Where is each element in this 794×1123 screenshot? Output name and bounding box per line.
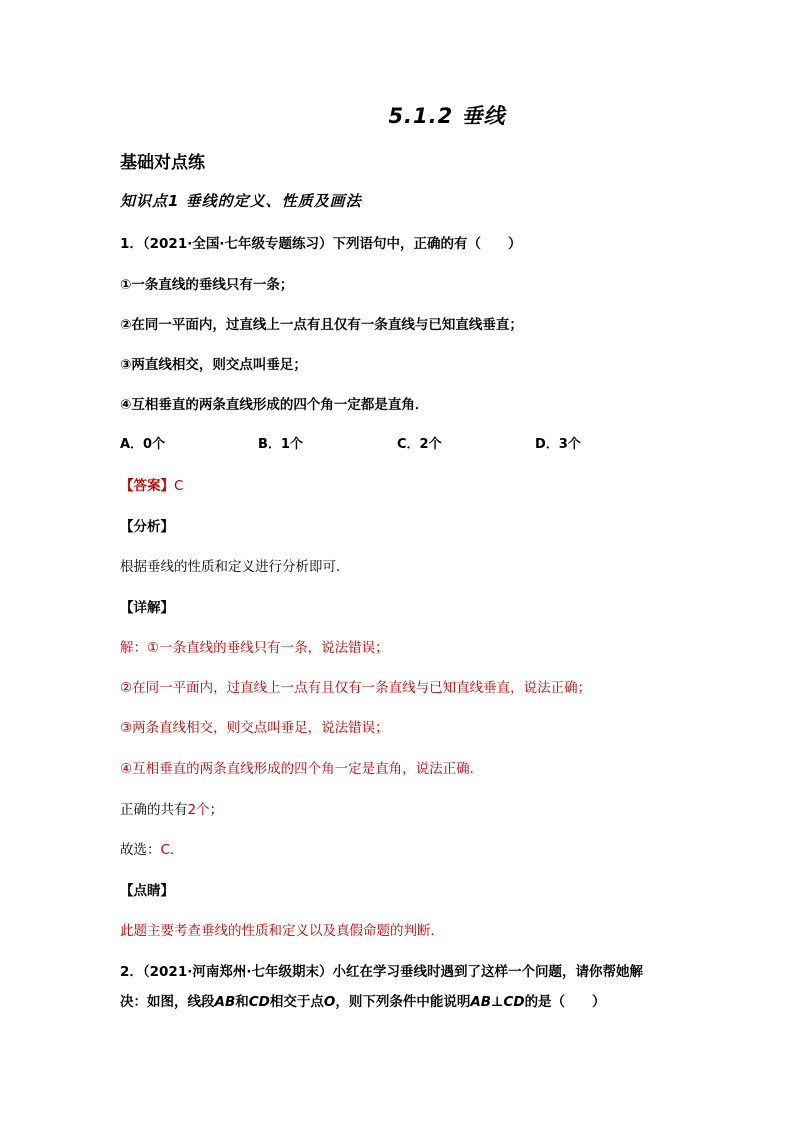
question-1-stem: 1．（2021·全国·七年级专题练习）下列语句中，正确的有（ ）	[120, 236, 522, 252]
question-2-line-2	[120, 990, 606, 1010]
option-d: D．3个	[535, 437, 581, 452]
comment-label: 【点睛】	[120, 883, 174, 899]
q2-point-o: O	[323, 994, 336, 1010]
statement-2: ②在同一平面内，过直线上一点有且仅有一条直线与已知直线垂直；	[120, 317, 523, 333]
answer-label: 【答案】	[120, 478, 174, 494]
q2-and: 和	[235, 994, 249, 1010]
q2-segment-cd: CD	[248, 994, 270, 1010]
option-a: A．0个	[120, 437, 166, 452]
count-suffix: ；	[209, 802, 224, 818]
q2-intersect: 相交于点	[269, 994, 324, 1010]
statement-1: ①一条直线的垂线只有一条；	[120, 277, 294, 293]
detail-line-1: 解：①一条直线的垂线只有一条，说法错误；	[120, 640, 389, 656]
choose-line	[120, 838, 183, 858]
q2-segment-ab: AB	[214, 994, 236, 1010]
q2-text-a: 决：如图，线段	[120, 994, 215, 1010]
detail-line-3: ③两条直线相交，则交点叫垂足，说法错误；	[120, 720, 389, 736]
option-c: C．2个	[397, 437, 442, 452]
page-title: 5.1.2 垂线	[388, 104, 506, 128]
statement-4: ④互相垂直的两条直线形成的四个角一定都是直角．	[120, 397, 429, 413]
q2-text-c: 的是（ ）	[524, 994, 606, 1010]
q2-text-b: ，则下列条件中能说明	[335, 994, 471, 1010]
comment-text: 此题主要考查垂线的性质和定义以及真假命题的判断．	[120, 923, 444, 939]
knowledge-point-heading: 知识点1 垂线的定义、性质及画法	[120, 192, 362, 210]
choose-prefix: 故选：	[120, 842, 161, 858]
section-heading: 基础对点练	[120, 153, 205, 173]
detail-label: 【详解】	[120, 600, 174, 616]
q2-perpendicular: AB⊥CD	[470, 994, 525, 1010]
detail-line-2: ②在同一平面内，过直线上一点有且仅有一条直线与已知直线垂直，说法正确；	[120, 680, 592, 696]
answer-line	[120, 474, 183, 494]
question-2-line-1: 2．（2021·河南郑州·七年级期末）小红在学习垂线时遇到了这样一个问题，请你帮她解	[120, 964, 643, 980]
analysis-text: 根据垂线的性质和定义进行分析即可．	[120, 559, 350, 575]
count-prefix: 正确的共有	[120, 802, 188, 818]
option-b: B．1个	[258, 437, 303, 452]
count-line	[120, 798, 223, 818]
count-value: 2个	[187, 802, 210, 818]
statement-3: ③两直线相交，则交点叫垂足；	[120, 357, 307, 373]
choose-value: C．	[160, 842, 184, 858]
detail-line-4: ④互相垂直的两条直线形成的四个角一定是直角，说法正确．	[120, 761, 484, 777]
analysis-label: 【分析】	[120, 519, 174, 535]
answer-value: C	[174, 478, 184, 494]
